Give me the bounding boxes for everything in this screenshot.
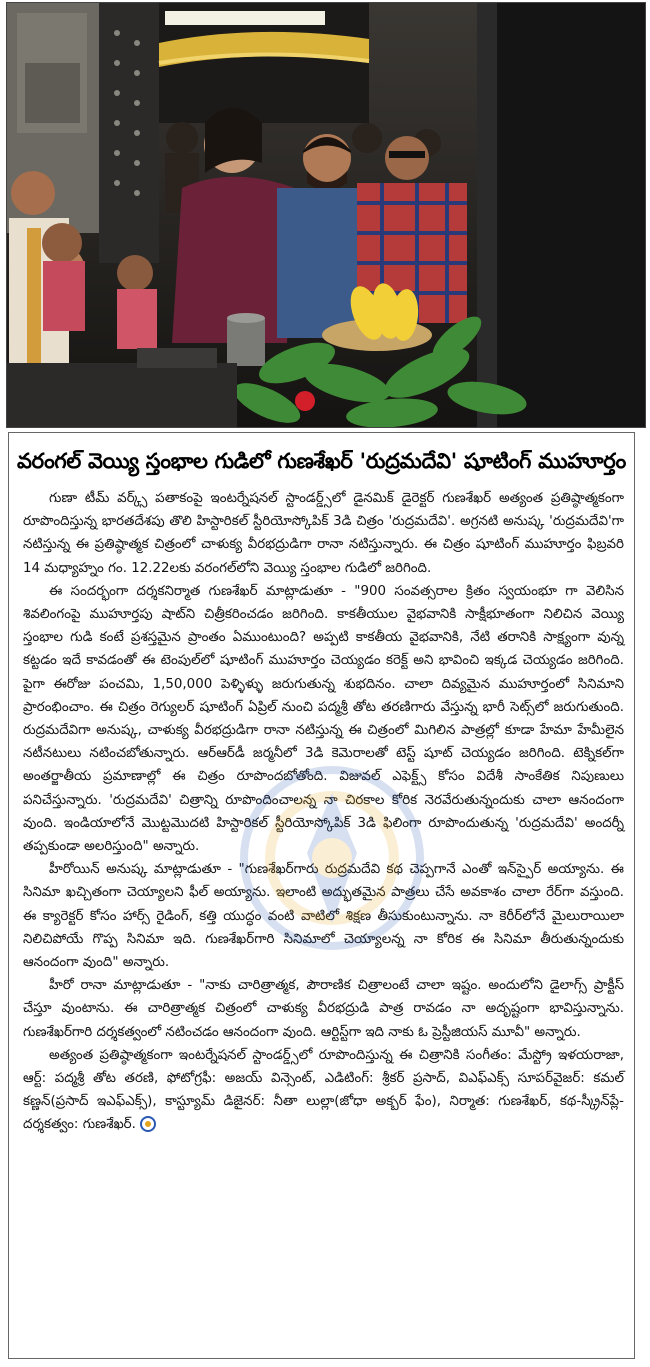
metal-vessel <box>227 318 265 366</box>
article-box <box>8 432 635 1359</box>
red-flower <box>295 391 315 411</box>
priest-figure <box>11 171 55 215</box>
publisher-end-logo-icon <box>140 1116 156 1132</box>
article-paragraph: గుణా టీమ్ వర్క్స్ పతాకంపై ఇంటర్నేషనల్ స్టాండర్డ్స్‌లో డైనమిక్ డైరెక్టర్ గుణశేఖర్ అత్యంత ప్రతిష్ఠాత్మకంగా రూపొందిస్తున్న భారతదేశపు తొలి హిస్టారికల్ స్టీరియోస్కోపిక్ 3డి చిత్రం 'రుద్రమదేవి'. అగ్రనటి అనుష్క 'రుద్రమదేవి'గా నటిస్తున్న ఈ ప్రతిష్ఠాత్మక చిత్రంలో చాళుక్య వీరభద్రుడిగా రానా నటిస్తున్నారు. ఈ చిత్రం షూటింగ్ ముహూర్తం ఫిబ్రవరి 14 మధ్యాహ్నం గం. 12.22లకు వరంగల్‌లోని వెయ్యి స్తంభాల గుడిలో జరిగింది. <box>23 491 624 576</box>
article-paragraph: హీరోయిన్ అనుష్క మాట్లాడుతూ - "గుణశేఖర్‌గారు రుద్రమదేవి కథ చెప్పగానే ఎంతో ఇన్‌స్పైర్ అయ్యాను. ఈ సినిమా ఖచ్చితంగా చెయ్యాలని ఫీల్ అయ్యాను. ఇలాంటి అద్భుతమైన పాత్రలు చేసే అవకాశం చాలా రేర్‌గా వస్తుంది. ఈ క్యారెక్టర్ కోసం హార్స్ రైడింగ్, కత్తి యుద్ధం వంటి వాటిలో శిక్షణ తీసుకుంటున్నాను. నా కెరీర్‌లోనే మైలురాయిలా నిలిచిపోయే గొప్ప సినిమా ఇది. గుణశేఖర్‌గారి సినిమాలో చెయ్యాలన్న నా కోరిక ఈ సినిమా తీరుతున్నందుకు ఆనందంగా వుంది" అన్నారు. <box>23 862 624 971</box>
article-paragraph: హీరో రానా మాట్లాడుతూ - "నాకు చారిత్రాత్మక, పౌరాణిక చిత్రాలంటే చాలా ఇష్టం. అందులోని డైలాగ్స్ ప్రాక్టీస్ చేస్తూ వుంటాను. ఈ చారిత్రాత్మక చిత్రంలో చాళుక్య వీరభద్రుడి పాత్ర రావడం నా అదృష్టంగా భావిస్తున్నాను. గుణశేఖర్‌గారి దర్శకత్వంలో నటించడం ఆనందంగా వుంది. ఆర్టిస్ట్‌గా ఇది నాకు ఓ ప్రెస్టీజియస్ మూవీ" అన్నారు. <box>23 978 624 1040</box>
article-headline: వరంగల్ వెయ్యి స్తంభాల గుడిలో గుణశేఖర్ 'రుద్రమదేవి' షూటింగ్ ముహూర్తం <box>16 449 626 473</box>
article-body <box>9 487 634 1137</box>
event-photo <box>6 2 646 428</box>
article-paragraph <box>23 1044 624 1137</box>
temple-shooting-photo <box>7 3 645 427</box>
ceiling-light <box>165 11 325 25</box>
article-paragraph-text: అత్యంత ప్రతిష్ఠాత్మకంగా ఇంటర్నేషనల్ స్టాండర్డ్స్‌లో రూపొందిస్తున్న ఈ చిత్రానికి సంగీతం: మేస్ట్రో ఇళయరాజా, ఆర్ట్: పద్మశ్రీ తోట తరణి, ఫోటోగ్రఫీ: అజయ్ విన్సెంట్, ఎడిటింగ్: శ్రీకర్ ప్రసాద్, విఎఫ్ఎక్స్ సూపర్‌వైజర్: కమల్ కణ్ణన్(ప్రసాద్ ఇఎఫ్ఎక్స్), కాస్ట్యూమ్ డిజైనర్: నీతా లుల్లా(జోధా అక్బర్ ఫేం), నిర్మాత: గుణశేఖర్, కథ-స్క్రీన్‌ప్లే-దర్శకత్వం: గుణశేఖర్. <box>23 1047 624 1133</box>
black-stone-pillar <box>477 3 645 427</box>
article-paragraph: ఈ సందర్భంగా దర్శకనిర్మాత గుణశేఖర్ మాట్లాడుతూ - "900 సంవత్సరాల క్రితం స్వయంభూ గా వెలిసిన శివలింగంపై ముహూర్తపు షాట్‌ని చిత్రీకరించడం జరిగింది. కాకతీయుల వైభవానికి సాక్షీభూతంగా నిలిచిన వెయ్యి స్తంభాల గుడి కంటే ప్రశస్తమైన ప్రాంతం ఏముంటుంది? అప్పటి కాకతీయ వైభవానికి, నేటి తరానికి సాక్ష్యంగా వున్న కట్టడం ఇదే కావడంతో ఈ టెంపుల్‌లో షూటింగ్ ముహూర్తం చెయ్యడం కరెక్ట్ అని భావించి ఇక్కడ చెయ్యడం జరిగింది. పైగా ఈరోజు పంచమి, 1,50,000 పెళ్ళిళ్ళు జరుగుతున్న శుభదినం. చాలా దివ్యమైన ముహూర్తంలో సినిమాని ప్రారంభించాం. ఈ చిత్రం రెగ్యులర్ షూటింగ్ ఏప్రిల్ నుంచి పద్మశ్రీ తోట తరణిగారు వేస్తున్న భారీ సెట్స్‌లో జరుగుతుంది. రుద్రమదేవిగా అనుష్క, చాళుక్య వీరభద్రుడిగా రానా నటిస్తున్న ఈ చిత్రంలో మిగిలిన పాత్రల్లో కూడా హేమా హేమీలైన నటీనటులు నటించబోతున్నారు. ఆర్ఆర్‌డీ జర్మనీలో 3డి కెమెరాలతో టెస్ట్ షూట్ చెయ్యడం జరిగింది. టెక్నికల్‌గా అంతర్జాతీయ ప్రమాణాల్లో ఈ చిత్రం రూపొందబోతోంది. విజువల్ ఎఫెక్ట్స్ కోసం విదేశీ సాంకేతిక నిపుణులు పనిచేస్తున్నారు. 'రుద్రమదేవి' చిత్రాన్ని రూపొందించాలన్న నా చిరకాల కోరిక నెరవేరుతున్నందుకు చాలా ఆనందంగా వుంది. ఇండియాలోనే మొట్టమొదటి హిస్టారికల్ స్టీరియోస్కోపిక్ 3డి ఫిలింగా రూపొందుతున్న 'రుద్రమదేవి' అందర్నీ తప్పకుండా అలరిస్తుంది" అన్నారు. <box>23 583 624 855</box>
